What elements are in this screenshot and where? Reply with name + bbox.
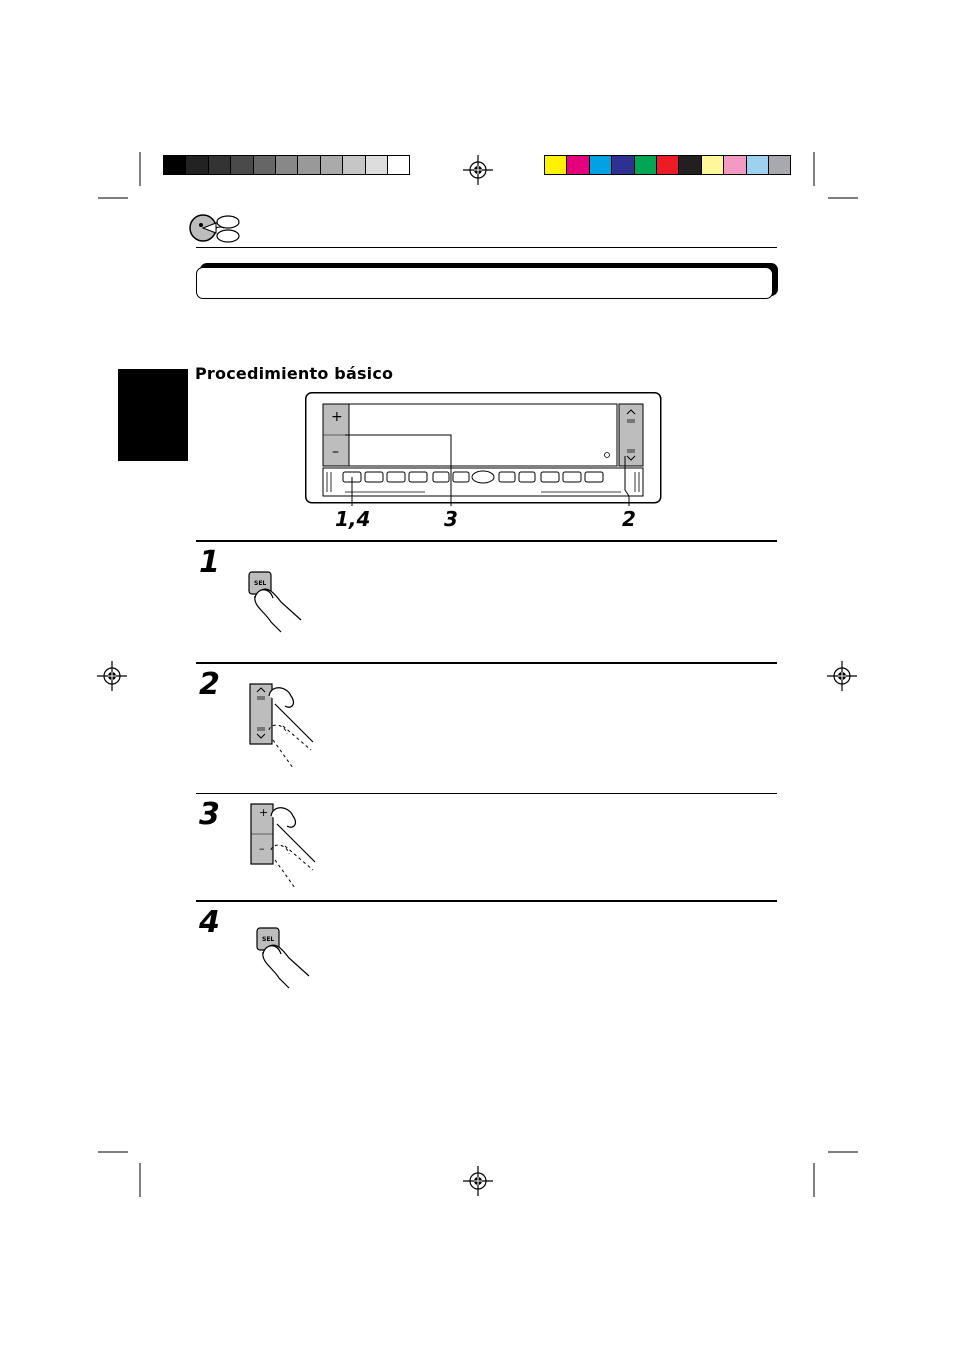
title-bar bbox=[196, 263, 778, 300]
control-panel-illustration bbox=[305, 392, 662, 504]
step-minus-label: – bbox=[259, 842, 265, 855]
step-divider bbox=[196, 793, 777, 794]
step-divider bbox=[196, 900, 777, 902]
step-number: 3 bbox=[199, 797, 220, 832]
sel-button-label: SEL bbox=[254, 580, 267, 587]
sel-button-label: SEL bbox=[262, 936, 275, 943]
language-tab bbox=[118, 369, 188, 461]
registration-target-icon bbox=[463, 155, 493, 185]
step-number: 1 bbox=[199, 545, 220, 580]
registration-target-icon bbox=[97, 661, 127, 691]
disc-changer-icon bbox=[188, 210, 250, 246]
step-divider bbox=[196, 662, 777, 664]
header-rule bbox=[196, 247, 777, 248]
registration-target-icon bbox=[827, 661, 857, 691]
callout-label: 3 bbox=[444, 507, 458, 531]
step-number: 4 bbox=[199, 905, 220, 940]
callout-label: 2 bbox=[622, 507, 636, 531]
step-number: 2 bbox=[199, 667, 220, 702]
callout-label: 1,4 bbox=[335, 507, 371, 531]
step-plus-label: + bbox=[259, 806, 269, 819]
section-title: Procedimiento básico bbox=[195, 364, 394, 383]
panel-minus-label: – bbox=[332, 444, 339, 460]
registration-target-icon bbox=[463, 1166, 493, 1196]
step-divider bbox=[196, 540, 777, 542]
panel-plus-label: + bbox=[331, 409, 343, 425]
up-down-button-press-icon bbox=[247, 682, 317, 772]
